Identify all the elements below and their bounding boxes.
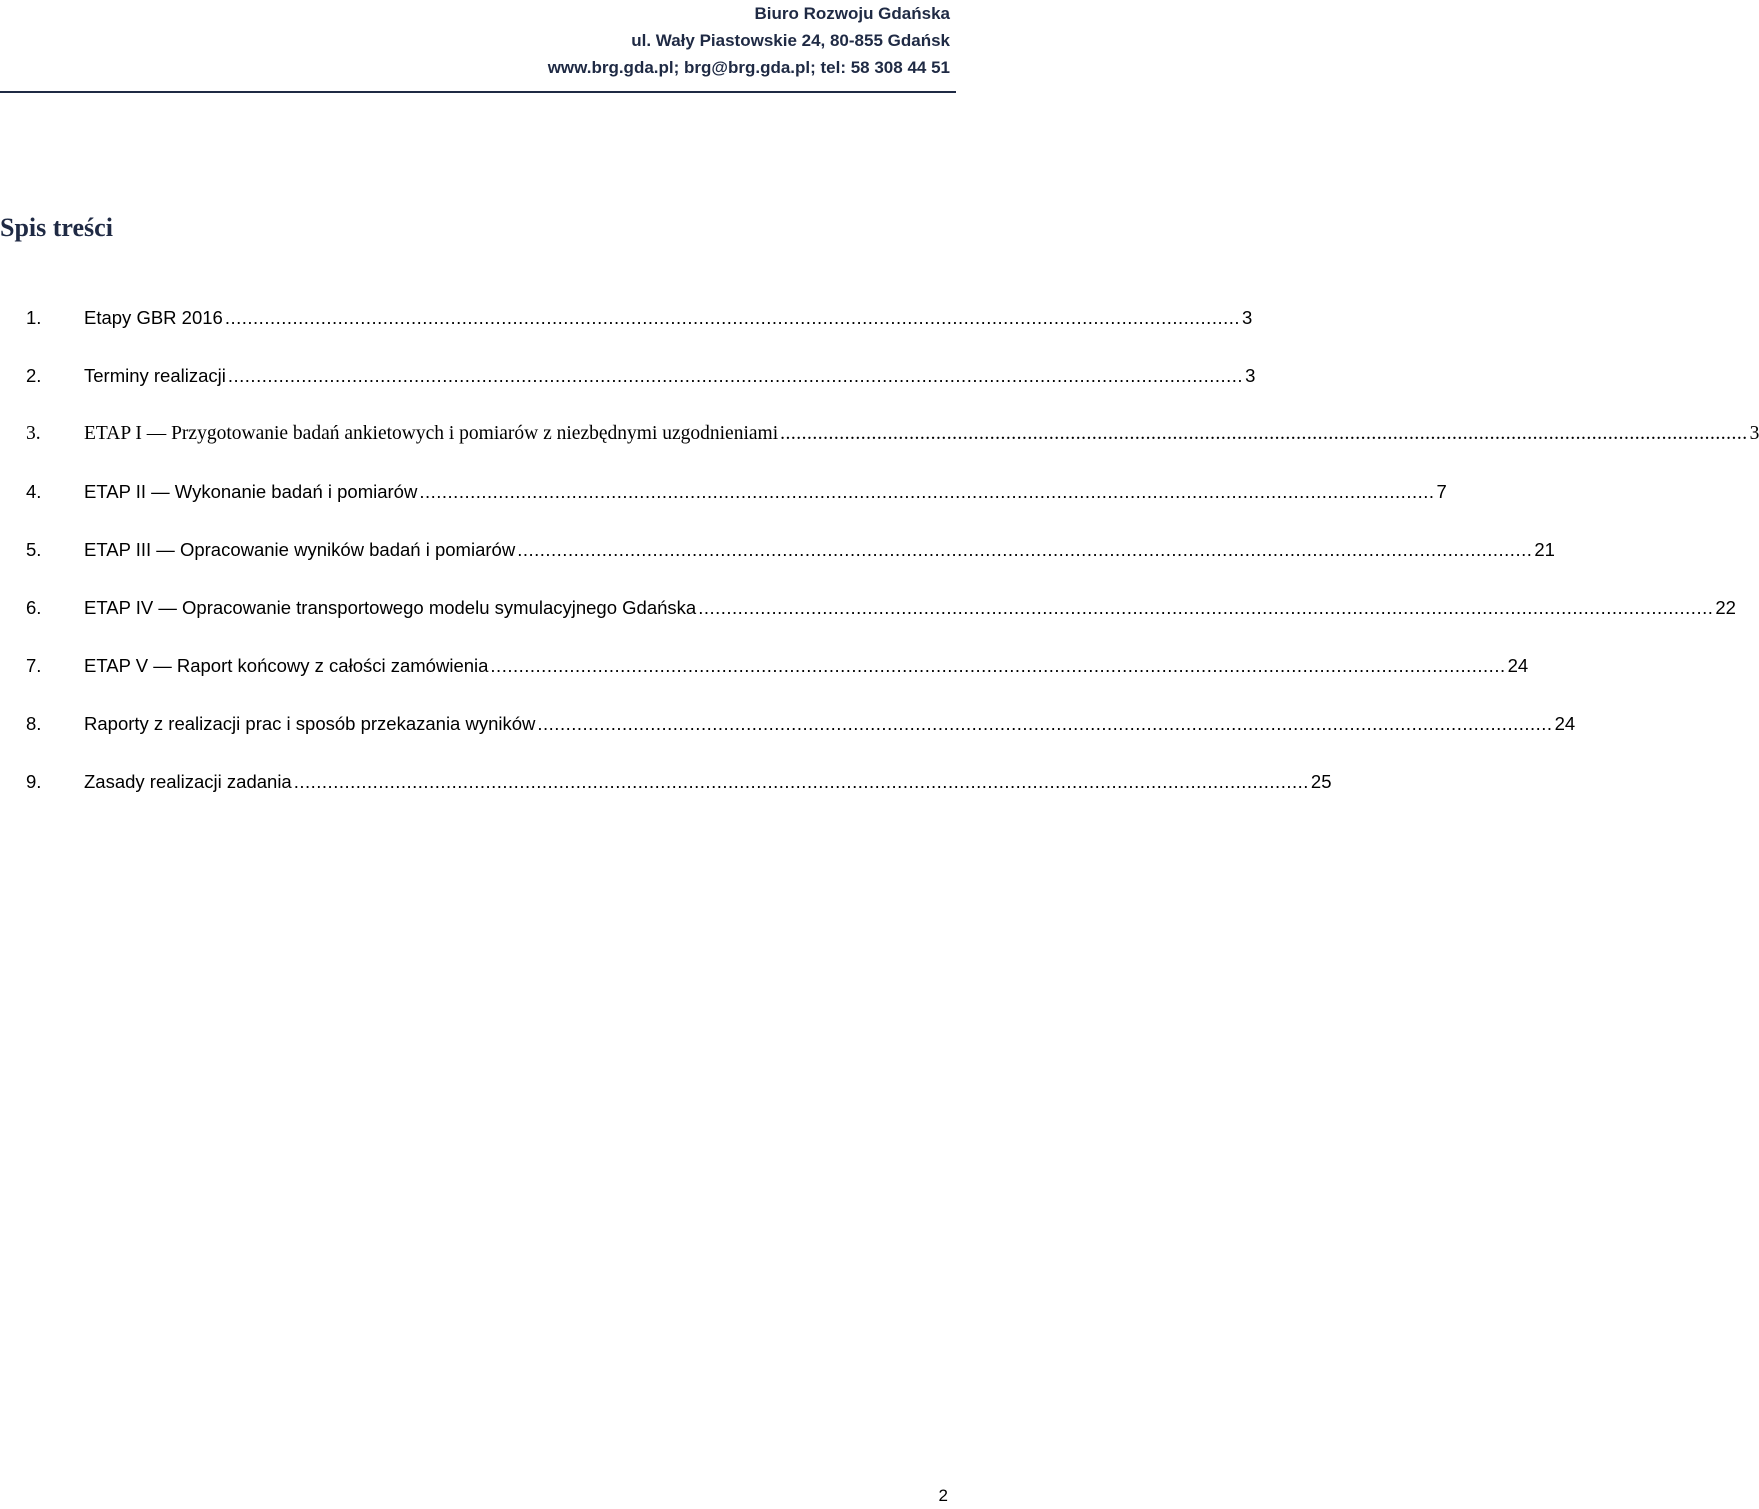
header-divider [0, 91, 956, 93]
toc-entry-page: 24 [1554, 713, 1576, 734]
header-contact: www.brg.gda.pl; brg@brg.gda.pl; tel: 58 308 44 51 [547, 58, 950, 77]
toc-entry-page: 3 [1245, 365, 1256, 386]
toc-entry-page: 25 [1310, 771, 1332, 792]
toc-dot-leader: .................................................................................................................................................................................... [419, 481, 1435, 502]
toc-entry-7[interactable] [26, 655, 1529, 713]
toc-entry-9[interactable] [26, 771, 1332, 829]
toc-entry-text: Terminy realizacji [84, 365, 226, 386]
toc-entry-text: Raporty z realizacji prac i sposób przekazania wyników [84, 713, 536, 734]
toc-entry-page: 3 [1749, 423, 1759, 444]
toc-dot-leader: .................................................................................................................................................................................... [517, 539, 1533, 560]
page-number: 2 [938, 1486, 948, 1505]
toc-entry-number: 8. [26, 713, 42, 734]
toc-entry-text: ETAP III — Opracowanie wyników badań i pomiarów [84, 539, 516, 560]
toc-dot-leader: .................................................................................................................................................................................... [698, 597, 1714, 618]
toc-entry-4[interactable] [26, 481, 1447, 539]
toc-entry-6[interactable] [26, 597, 1736, 655]
toc-entry-page: 3 [1242, 307, 1253, 328]
toc-entry-page: 21 [1534, 539, 1555, 560]
toc-entry-5[interactable] [26, 539, 1555, 597]
toc-entry-page: 24 [1507, 655, 1529, 676]
toc-entry-text: ETAP I — Przygotowanie badań ankietowych i pomiarów z niezbędnymi uzgodnieniami [84, 423, 779, 444]
toc-entry-text: ETAP II — Wykonanie badań i pomiarów [84, 481, 418, 502]
toc-dot-leader: .................................................................................................................................................................................... [780, 423, 1748, 444]
toc-entry-number: 3. [26, 423, 41, 444]
toc-title: Spis treści [0, 213, 113, 242]
toc-entry-2[interactable] [26, 365, 1256, 423]
toc-entry-number: 6. [26, 597, 42, 618]
toc-entry-text: ETAP V — Raport końcowy z całości zamówienia [84, 655, 489, 676]
toc-entry-text: ETAP IV — Opracowanie transportowego modelu symulacyjnego Gdańska [84, 597, 697, 618]
toc-dot-leader: .................................................................................................................................................................................... [490, 655, 1506, 676]
toc-dot-leader: .................................................................................................................................................................................... [227, 365, 1244, 386]
toc-entry-text: Zasady realizacji zadania [84, 771, 292, 792]
toc-dot-leader: .................................................................................................................................................................................... [224, 307, 1241, 328]
toc-entry-number: 1. [26, 307, 42, 328]
toc-entry-number: 9. [26, 771, 42, 792]
toc-entry-number: 4. [26, 481, 42, 502]
toc-entry-page: 22 [1715, 597, 1736, 618]
header-organization: Biuro Rozwoju Gdańska [754, 4, 950, 23]
toc-dot-leader: .................................................................................................................................................................................... [293, 771, 1309, 792]
header-address: ul. Wały Piastowskie 24, 80-855 Gdańsk [631, 31, 950, 50]
toc-entry-page: 7 [1436, 481, 1447, 502]
toc-entry-number: 2. [26, 365, 42, 386]
document-header [548, 0, 950, 81]
toc-dot-leader: .................................................................................................................................................................................... [537, 713, 1553, 734]
toc-entry-text: Etapy GBR 2016 [84, 307, 223, 328]
toc-entry-1[interactable] [26, 307, 1253, 365]
toc-entry-number: 5. [26, 539, 42, 560]
toc-entry-number: 7. [26, 655, 42, 676]
toc-entry-8[interactable] [26, 713, 1576, 771]
toc-entry-3[interactable] [26, 423, 1759, 481]
table-of-contents [26, 307, 1759, 829]
